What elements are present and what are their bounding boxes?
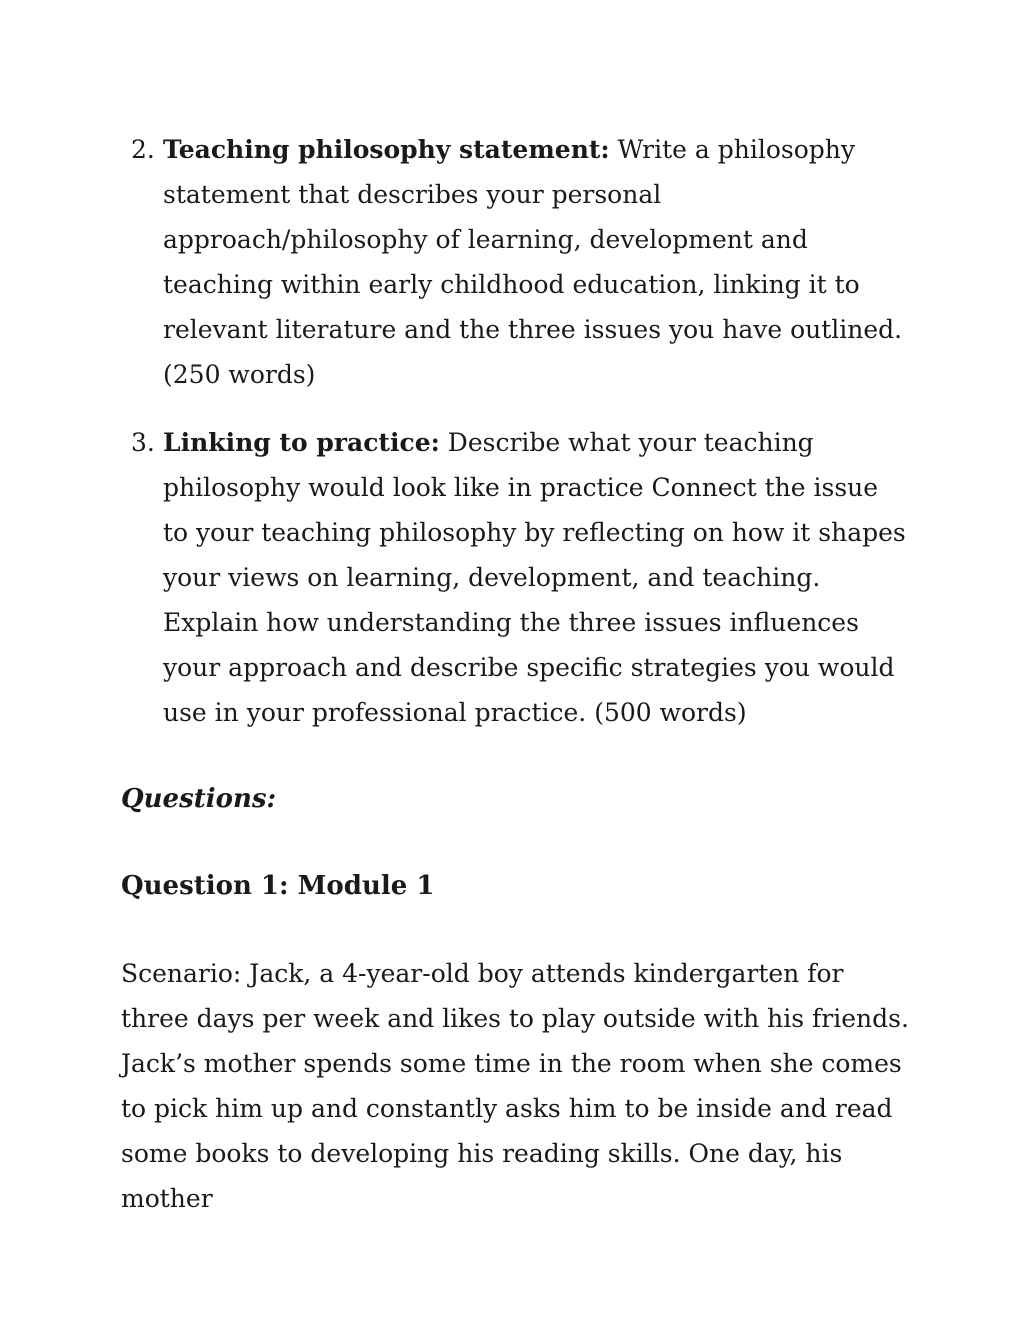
list-item-linking-to-practice [121, 420, 911, 735]
list-item-title: Teaching philosophy statement: [163, 135, 610, 164]
list-item-body: Describe what your teaching philosophy would look like in practice Connect the issue to your teaching philosophy by reflecting on how it shapes your views on learning, development, and teaching. Explain how understanding the three issues influences your approach and describe specific strategies you would use in your professional practice. (500 words) [163, 428, 906, 727]
list-number: 3. [131, 428, 155, 457]
instruction-list [121, 127, 911, 735]
list-item-teaching-philosophy [121, 127, 911, 397]
questions-heading: Questions: [121, 784, 277, 814]
list-number: 2. [131, 135, 155, 164]
list-item-body: Write a philosophy statement that describes your personal approach/philosophy of learning, development and teaching within early childhood education, linking it to relevant literature and the three issues you have outlined. (250 words) [163, 135, 903, 389]
scenario-paragraph: Scenario: Jack, a 4-year-old boy attends kindergarten for three days per week and likes to play outside with his friends. Jack’s mother spends some time in the room when she comes to pick him up and constantly asks him to be inside and read some books to developing his reading skills. One day, his mother [121, 959, 909, 1213]
question-1-title: Question 1: Module 1 [121, 871, 435, 901]
document-page [121, 127, 911, 1221]
list-item-title: Linking to practice: [163, 428, 440, 457]
